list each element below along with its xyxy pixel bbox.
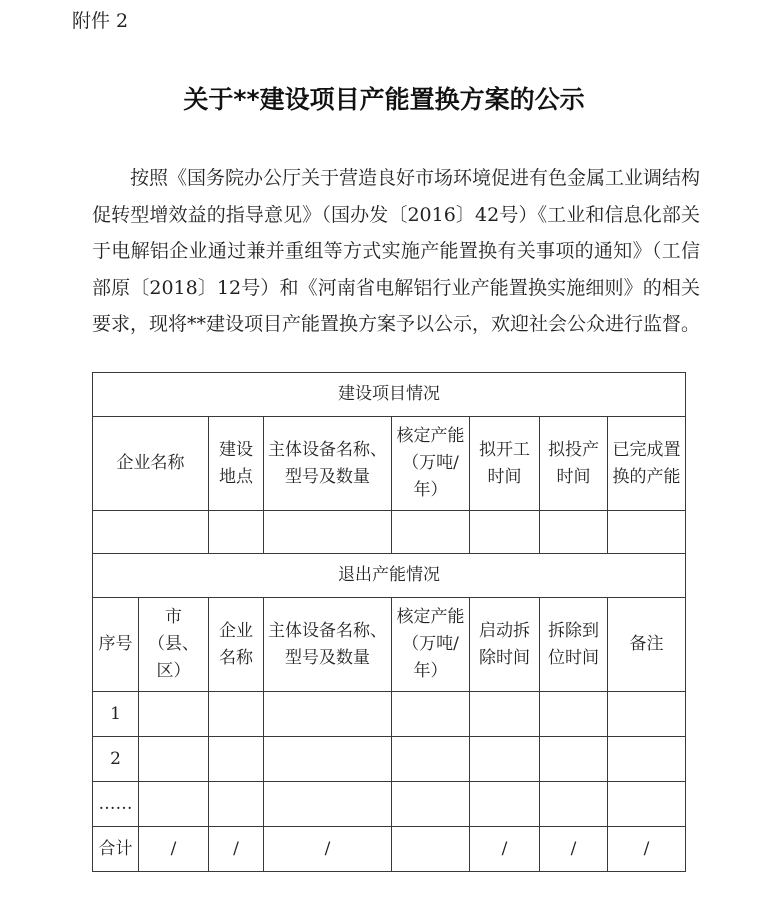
section-title-construction: 建设项目情况 (93, 373, 686, 417)
total-cell: / (209, 827, 264, 872)
document-title: 关于**建设项目产能置换方案的公示 (183, 85, 585, 114)
table-cell (470, 737, 540, 782)
total-label: 合计 (93, 827, 139, 872)
table-cell (209, 782, 264, 827)
table-cell (209, 737, 264, 782)
total-cell: / (139, 827, 209, 872)
section-title-exit: 退出产能情况 (93, 554, 686, 598)
row-seq: 1 (93, 692, 139, 737)
table-cell (209, 511, 264, 554)
table-row (93, 692, 686, 737)
col-header-remarks: 备注 (608, 598, 686, 692)
table-cell (139, 692, 209, 737)
table-cell (540, 511, 608, 554)
table-cell (470, 692, 540, 737)
col-header-demolition-done: 拆除到位时间 (540, 598, 608, 692)
row-seq: 2 (93, 737, 139, 782)
table-cell (540, 692, 608, 737)
table-cell (264, 511, 392, 554)
total-cell: / (540, 827, 608, 872)
body-paragraph: 按照《国务院办公厅关于营造良好市场环境促进有色金属工业调结构促转型增效益的指导意见》（国办发〔2016〕42号）《工业和信息化部关于电解铝企业通过兼并重组等方式实施产能置换有关事项的通知》（工信部原〔2018〕12号）和《河南省电解铝行业产能置换实施细则》的相关要求，现将**建设项目产能置换方案予以公示，欢迎社会公众进行监督。 (92, 167, 701, 335)
col-header-demolition-start: 启动拆除时间 (470, 598, 540, 692)
total-cell: / (470, 827, 540, 872)
col-header-company: 企业名称 (93, 417, 209, 511)
col-header-production-time: 拟投产时间 (540, 417, 608, 511)
table-cell (392, 692, 470, 737)
table-cell (139, 782, 209, 827)
row-seq: …… (93, 782, 139, 827)
col-header-location: 建设地点 (209, 417, 264, 511)
table-row (93, 782, 686, 827)
col-header-equipment: 主体设备名称、型号及数量 (264, 598, 392, 692)
table-cell (608, 782, 686, 827)
total-cell (392, 827, 470, 872)
table-cell (392, 737, 470, 782)
table-cell (264, 692, 392, 737)
table-cell (608, 511, 686, 554)
table-cell (608, 692, 686, 737)
table-cell (264, 737, 392, 782)
col-header-city: 市（县、区） (139, 598, 209, 692)
table-cell (139, 737, 209, 782)
col-header-capacity: 核定产能（万吨/年） (392, 598, 470, 692)
table-cell (608, 737, 686, 782)
col-header-company: 企业名称 (209, 598, 264, 692)
table-cell (392, 782, 470, 827)
total-cell: / (608, 827, 686, 872)
col-header-start-time: 拟开工时间 (470, 417, 540, 511)
total-row (93, 827, 686, 872)
table-cell (470, 782, 540, 827)
table-cell (540, 737, 608, 782)
col-header-capacity: 核定产能（万吨/年） (392, 417, 470, 511)
capacity-replacement-table (92, 372, 686, 872)
table-cell (209, 692, 264, 737)
col-header-equipment: 主体设备名称、型号及数量 (264, 417, 392, 511)
table-cell (392, 511, 470, 554)
table-cell (470, 511, 540, 554)
table-row (93, 737, 686, 782)
col-header-replaced-capacity: 已完成置换的产能 (608, 417, 686, 511)
total-cell: / (264, 827, 392, 872)
col-header-seq: 序号 (93, 598, 139, 692)
table-cell (264, 782, 392, 827)
attachment-label: 附件 2 (72, 10, 129, 32)
table-cell (93, 511, 209, 554)
table-cell (540, 782, 608, 827)
